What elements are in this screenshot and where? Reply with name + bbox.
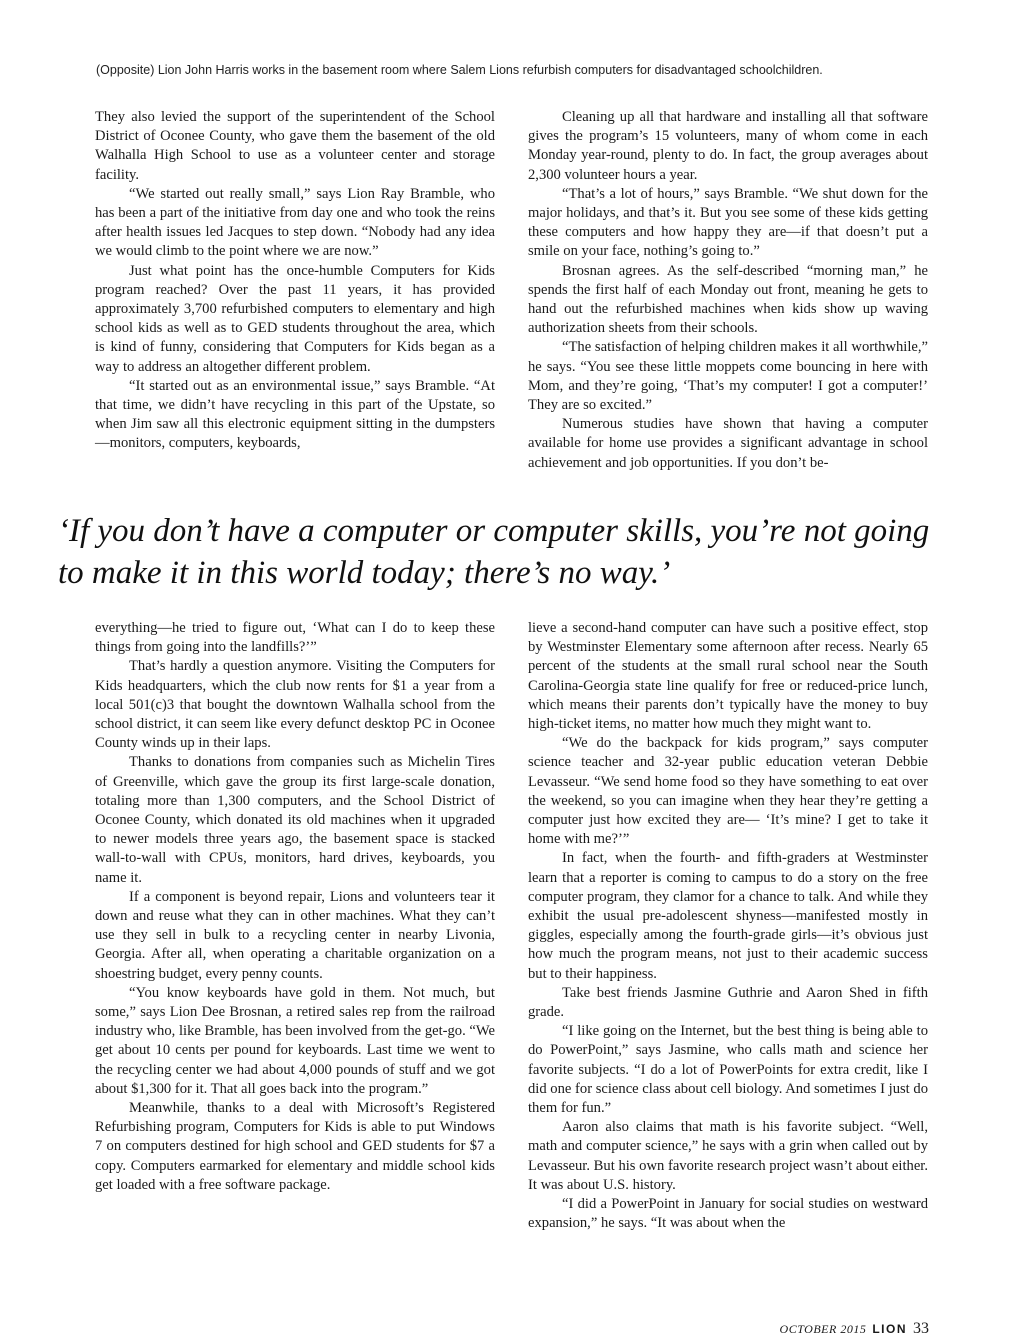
article-column-top-right: [528, 108, 928, 473]
article-column-bottom-right: [528, 619, 928, 1234]
paragraph: “It started out as an environmental issue,” says Bramble. “At that time, we didn’t have recycling in this part of the Upstate, so when Jim saw all this electronic equipment sitting in the dumpsters—monitors, computers, keyboards,: [95, 377, 495, 452]
paragraph: That’s hardly a question anymore. Visiting the Computers for Kids headquarters, which the club now rents for $1 a year from a local 501(c)3 that bought the downtown Walhalla school from the school district, it can seem like every defunct desktop PC in Oconee County winds up in their laps.: [95, 658, 495, 752]
paragraph: “You know keyboards have gold in them. Not much, but some,” says Lion Dee Brosnan, a retired sales rep from the railroad industry who, like Bramble, has been involved from the get-go. “We get about 10 cents per pound for keyboards. Last time we went to the recycling center we had about 4,000 pounds of stuff and we got about $1,300 for it. That all goes back into the program.”: [95, 984, 495, 1097]
photo-caption: (Opposite) Lion John Harris works in the basement room where Salem Lions refurbish computers for disadvantaged schoolchildren.: [96, 63, 823, 77]
page-number: 33: [913, 1320, 929, 1337]
paragraph: “We do the backpack for kids program,” says computer science teacher and 32-year public education veteran Debbie Levasseur. “We send home food so they have something to eat over the weekend, so you can imagine when they hear they’re getting a computer just how excited they are— ‘It’s mine? I get to take it home with me?’”: [528, 735, 928, 848]
paragraph: In fact, when the fourth- and fifth-graders at Westminster learn that a reporter is coming to campus to do a story on the free computer program, they clamor for a chance to talk. And while they exhibit the usual pre-adolescent shyness—manifested mostly in giggles, especially among the fourth-grade girls—it’s obvious just how much the program means, not just to their academic success but to their happiness.: [528, 850, 928, 982]
paragraph: Take best friends Jasmine Guthrie and Aaron Shed in fifth grade.: [528, 984, 928, 1021]
paragraph: “I like going on the Internet, but the best thing is being able to do PowerPoint,” says Jasmine, who calls math and science her favorite subjects. “I do a lot of PowerPoints for extra credit, like I did one for science class about cell biology. And sometimes I just do them for fun.”: [528, 1023, 928, 1117]
paragraph: Aaron also claims that math is his favorite subject. “Well, math and computer science,” he says with a grin when called out by Levasseur. But his own favorite research project wasn’t about either. It was about U.S. history.: [528, 1119, 928, 1193]
paragraph: “We started out really small,” says Lion Ray Bramble, who has been a part of the initiative from day one and who took the reins after health issues led Jacques to step down. “Nobody had any idea we would climb to the point where we are now.”: [95, 185, 495, 260]
paragraph: lieve a second-hand computer can have such a positive effect, stop by Westminster Elementary some afternoon after recess. Nearly 65 percent of the students at the small rural school near the South Carolina-Georgia state line qualify for free or reduced-price lunch, which means their parents don’t typically have the money to buy high-ticket items, no matter how much they might want to.: [528, 620, 928, 733]
pull-quote: ‘If you don’t have a computer or computer skills, you’re not going to make it in this world today; there’s no way.’: [58, 513, 930, 591]
paragraph: Cleaning up all that hardware and installing all that software gives the program’s 15 volunteers, many of whom come in each Monday year-round, plenty to do. In fact, the group averages about 2,300 volunteer hours a year.: [528, 109, 928, 183]
paragraph: Just what point has the once-humble Computers for Kids program reached? Over the past 11 years, it has provided approximately 3,700 refurbished computers to elementary and high school kids as well as to GED students throughout the area, which is kind of funny, considering that Computers for Kids began as a way to address an altogether different problem.: [95, 262, 495, 375]
paragraph: Meanwhile, thanks to a deal with Microsoft’s Registered Refurbishing program, Computers for Kids is able to put Windows 7 on computers destined for high school and GED students for $7 a copy. Computers earmarked for elementary and middle school kids get loaded with a free software package.: [95, 1100, 495, 1193]
paragraph: Brosnan agrees. As the self-described “morning man,” he spends the first half of each Monday out front, meaning he gets to hand out the refurbished machines when kids show up waving authorization sheets from their schools.: [528, 262, 928, 337]
paragraph: everything—he tried to figure out, ‘What can I do to keep these things from going into the landfills?’”: [95, 620, 495, 656]
paragraph: “The satisfaction of helping children makes it all worthwhile,” he says. “You see these little moppets come bouncing in here with Mom, and they’re going, ‘That’s my computer! I got a computer!’ They are so excited.”: [528, 339, 928, 414]
paragraph: Thanks to donations from companies such as Michelin Tires of Greenville, which gave the group its first large-scale donation, totaling more than 1,300 computers, and the School District of Oconee County, which donated its old machines when it upgraded to newer models three years ago, the basement space is stacked wall-to-wall with CPUs, monitors, hard drives, keyboards, you name it.: [95, 754, 495, 886]
paragraph: If a component is beyond repair, Lions and volunteers tear it down and reuse what they can in other machines. What they can’t use they sell in bulk to a recycling center in nearby Livonia, Georgia. After all, when operating a charitable organization on a shoestring budget, every penny counts.: [95, 888, 495, 982]
paragraph: “I did a PowerPoint in January for social studies on westward expansion,” he says. “It was about when the: [528, 1196, 928, 1232]
paragraph: “That’s a lot of hours,” says Bramble. “We shut down for the major holidays, and that’s it. But you see some of these kids getting these computers and how happy they are—if that doesn’t put a smile on your face, nothing’s going to.”: [528, 185, 928, 260]
article-column-top-left: [95, 108, 495, 454]
paragraph: They also levied the support of the superintendent of the School District of Oconee County, who gave them the basement of the old Walhalla High School to use as a volunteer center and storage facility.: [95, 109, 495, 183]
page-footer: [780, 1321, 929, 1337]
paragraph: Numerous studies have shown that having a computer available for home use provides a significant advantage in school achievement and job opportunities. If you don’t be-: [528, 416, 928, 471]
magazine-name: LION: [872, 1322, 907, 1336]
article-column-bottom-left: [95, 619, 495, 1195]
issue-date: OCTOBER 2015: [779, 1322, 867, 1336]
